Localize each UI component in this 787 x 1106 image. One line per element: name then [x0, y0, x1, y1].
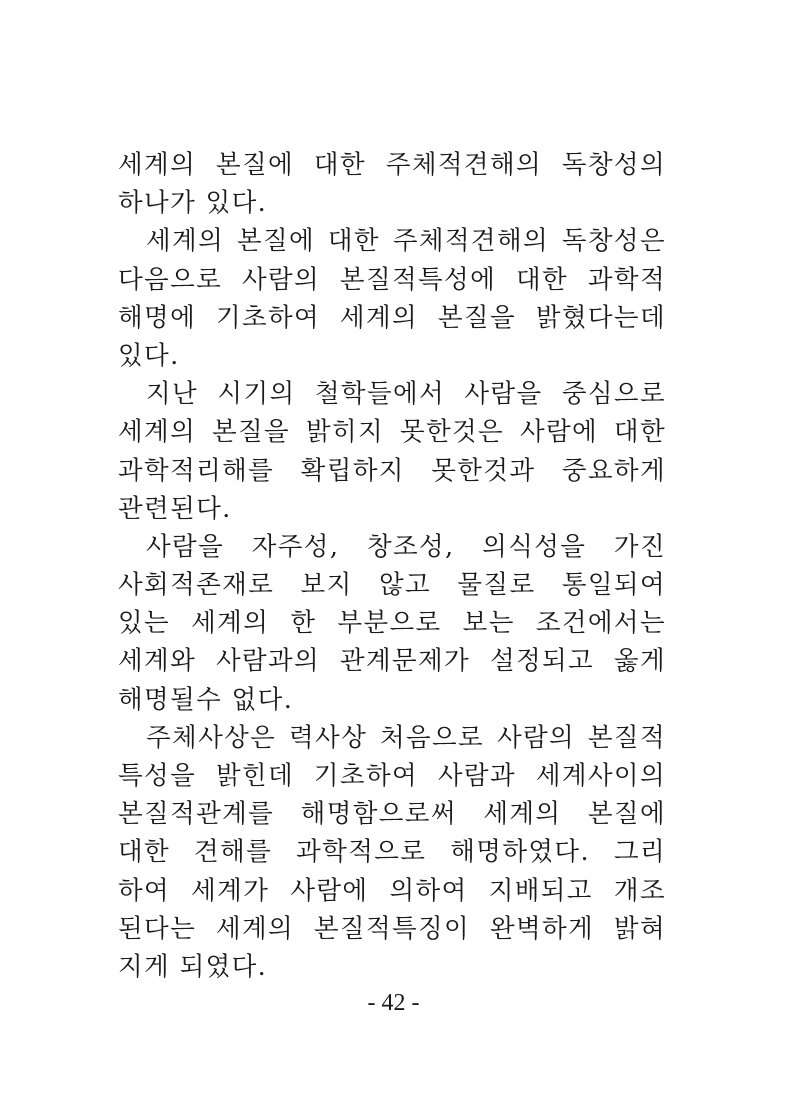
paragraph-start-line: 세계의 본질에 대한 주체적견해의 독창성은: [146, 226, 666, 257]
text-line: 대한 견해를 과학적으로 해명하였다. 그리: [118, 837, 666, 868]
text-line: 과학적리해를 확립하지 못한것과 중요하게: [118, 455, 666, 486]
paragraph-start-line: 사람을 자주성, 창조성, 의식성을 가진: [146, 531, 666, 562]
body-text: [118, 146, 666, 986]
text-line: 된다는 세계의 본질적특징이 완벽하게 밝혀: [118, 913, 666, 944]
text-line: 있는 세계의 한 부분으로 보는 조건에서는: [118, 608, 666, 639]
text-line: 사회적존재로 보지 않고 물질로 통일되여: [118, 570, 666, 601]
text-line: 세계의 본질에 대한 주체적견해의 독창성의: [118, 150, 666, 180]
text-line: 특성을 밝힌데 기초하여 사람과 세계사이의: [118, 761, 666, 791]
text-line: 관련된다.: [118, 493, 232, 524]
text-line: 해명에 기초하여 세계의 본질을 밝혔다는데: [118, 302, 666, 333]
text-line: 하여 세계가 사람에 의하여 지배되고 개조: [118, 875, 666, 906]
text-line: 다음으로 사람의 본질적특성에 대한 과학적: [118, 264, 666, 295]
text-line: 세계와 사람과의 관계문제가 설정되고 옳게: [118, 646, 666, 677]
text-line: 본질적관계를 해명함으로써 세계의 본질에: [118, 799, 666, 830]
paragraph-start-line: 주체사상은 력사상 처음으로 사람의 본질적: [146, 722, 666, 753]
text-line: 세계의 본질을 밝히지 못한것은 사람에 대한: [118, 417, 666, 448]
text-line: 해명될수 없다.: [118, 684, 294, 715]
text-line: 있다.: [118, 340, 180, 371]
paragraph-start-line: 지난 시기의 철학들에서 사람을 중심으로: [146, 379, 666, 410]
page-number: - 42 -: [367, 990, 420, 1016]
text-line: 지게 되였다.: [118, 951, 268, 982]
text-line: 하나가 있다.: [118, 188, 268, 219]
